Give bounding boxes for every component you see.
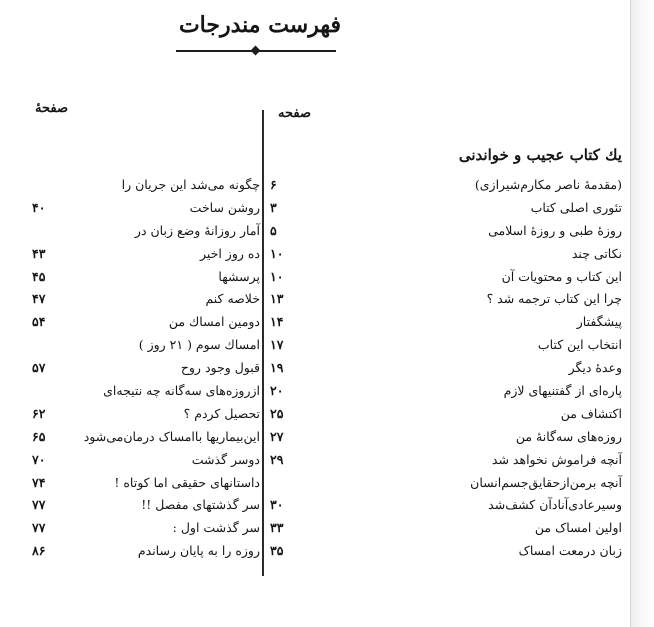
toc-entry (270, 357, 622, 380)
toc-entry-title: امساك سوم ( ۲۱ روز ) (138, 337, 260, 353)
toc-entry-title: دومین امساك من (168, 314, 260, 330)
toc-entry-page: ۱۷ (270, 337, 284, 353)
toc-entry-page: ۴۷ (32, 291, 46, 307)
toc-entry-title: وسیر‌عادی‌آنادآن کشف‌شد (488, 497, 622, 513)
toc-entry (28, 197, 260, 220)
toc-entry-title: سر گذشت اول : (172, 520, 260, 536)
toc-entry-page: ۲۷ (270, 428, 284, 444)
toc-entry (270, 174, 622, 197)
toc-entry-title: چگونه می‌شد این جریان را (121, 177, 260, 192)
toc-entry (28, 220, 260, 243)
section-title: یك كتاب عجیب و خواندنی (458, 146, 622, 164)
toc-entry (28, 380, 260, 403)
toc-entry-page: ۵۷ (32, 360, 46, 376)
toc-entry (28, 449, 260, 472)
toc-entry (28, 266, 260, 289)
toc-entry-page: ۴۳ (32, 245, 46, 261)
toc-entry-page: ۷۰ (32, 451, 46, 467)
toc-entry-title: انتخاب این کتاب (537, 337, 622, 353)
toc-entry (28, 472, 260, 495)
toc-entry (270, 494, 622, 517)
toc-entry-page: ۱۰ (270, 268, 284, 284)
toc-entry (28, 334, 260, 357)
toc-entry-title: تئوری اصلی کتاب (530, 199, 622, 215)
toc-entry-page: ۳۵ (270, 543, 284, 559)
toc-entry (270, 197, 622, 220)
toc-right-column (270, 174, 622, 563)
toc-entry (28, 174, 260, 197)
toc-entry-title: اکتشاف من (560, 405, 622, 421)
toc-entry (28, 517, 260, 540)
toc-entry (270, 517, 622, 540)
toc-entry-page: ۱۴ (270, 314, 284, 330)
toc-entry-page: ۷۷ (32, 520, 46, 536)
scan-page-edge (630, 0, 654, 627)
toc-entry-title: پاره‌ای از گفتنیهای لازم (503, 383, 622, 399)
toc-entry-title: روزه را به پایان رساندم (137, 543, 260, 559)
toc-entry-page: ۶ (270, 177, 277, 192)
toc-entry-page: ۲۵ (270, 405, 284, 421)
toc-entry (270, 472, 622, 495)
toc-entry-page: ۱۳ (270, 291, 284, 307)
toc-entry-page: ۱۹ (270, 360, 284, 376)
toc-entry (270, 288, 622, 311)
toc-entry-title: ده روز اخیر (199, 245, 260, 261)
toc-entry-title: روزه‌های سه‌گانهٔ من (515, 428, 622, 444)
toc-entry (270, 449, 622, 472)
toc-entry (270, 311, 622, 334)
toc-entry-page: ۳۳ (270, 520, 284, 536)
toc-entry-title: روزهٔ طبی و روزهٔ اسلامی (488, 222, 622, 238)
toc-entry-page: ۱۰ (270, 245, 284, 261)
toc-entry (28, 426, 260, 449)
toc-entry-title: اولین امساک من (534, 520, 622, 536)
toc-entry-page: ۵۴ (32, 314, 46, 330)
toc-entry (270, 403, 622, 426)
toc-entry-title: پیشگفتار (576, 314, 622, 330)
toc-entry-title: قبول وجود روح (180, 360, 260, 376)
toc-entry-title: آنچه فراموش نخواهد شد (491, 451, 622, 467)
toc-entry-title: (مقدمهٔ ناصر مکارم‌شیرازی) (474, 177, 622, 192)
toc-entry (270, 426, 622, 449)
toc-entry-page: ۳ (270, 199, 277, 215)
toc-entry-page: ۴۵ (32, 268, 46, 284)
toc-entry-page: ۷۴ (32, 474, 46, 490)
toc-entry (28, 243, 260, 266)
toc-entry-page: ۲۰ (270, 383, 284, 399)
toc-entry-title: تحصیل کردم ؟ (183, 405, 260, 421)
toc-entry (270, 540, 622, 563)
toc-entry (28, 357, 260, 380)
toc-entry-title: داستانهای حقیقی اما کوتاه ! (114, 474, 260, 490)
toc-entry-title: روشن ساخت (189, 199, 260, 215)
toc-entry-page: ۲۹ (270, 451, 284, 467)
toc-entry (28, 288, 260, 311)
toc-entry (28, 311, 260, 334)
toc-entry (270, 220, 622, 243)
toc-entry-title: دوسر گذشت (191, 451, 260, 467)
toc-entry-page: ۶۵ (32, 428, 46, 444)
toc-entry-title: این کتاب و محتویات آن (501, 268, 622, 284)
toc-entry (270, 380, 622, 403)
toc-entry-title: ازروزه‌های سه‌گانه چه نتیجه‌ای (103, 383, 260, 399)
toc-entry-page: ۴۰ (32, 199, 46, 215)
toc-entry (28, 403, 260, 426)
toc-entry (270, 334, 622, 357)
toc-entry-title: نکاتی چند (571, 245, 622, 261)
toc-entry-page: ۳۰ (270, 497, 284, 513)
toc-entry-title: این‌بیماریها باامساک درمان‌می‌شود (83, 428, 260, 444)
toc-entry-title: پرسشها (218, 268, 260, 284)
toc-entry (28, 540, 260, 563)
page-title: فهرست مندرجات (178, 12, 342, 38)
column-divider (262, 110, 264, 576)
toc-entry-page: ۵ (270, 222, 277, 238)
toc-left-column (28, 174, 260, 563)
toc-entry-page: ۷۷ (32, 497, 46, 513)
toc-entry-page: ۶۲ (32, 405, 46, 421)
toc-entry-title: سر گذشتهای مفصل !! (141, 497, 260, 513)
toc-entry (270, 266, 622, 289)
page-header-left: صفحهٔ (35, 101, 68, 116)
title-ornament (251, 46, 261, 56)
toc-entry-page: ۸۶ (32, 543, 46, 559)
toc-entry-title: زبان درمعت امساک (518, 543, 622, 559)
toc-entry-title: خلاصه کنم (205, 291, 260, 307)
page-header-right: صفحه (278, 106, 311, 121)
toc-entry-title: آنچه برمن‌از‌حقایق‌جسم‌انسان (470, 474, 622, 490)
toc-entry (28, 494, 260, 517)
toc-entry-title: وعدهٔ دیگر (568, 360, 622, 376)
toc-entry-title: آمار روزانهٔ وضع زبان در (134, 222, 260, 238)
toc-entry (270, 243, 622, 266)
toc-entry-title: چرا این کتاب ترجمه شد ؟ (486, 291, 622, 307)
